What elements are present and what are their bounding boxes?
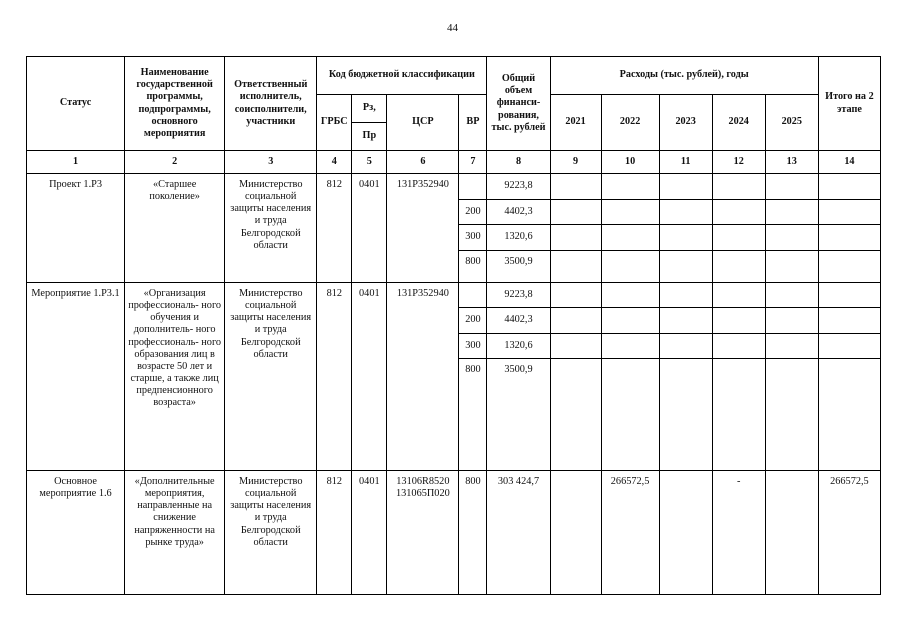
cell-vr: 800 [459,471,487,595]
header-expenses: Расходы (тыс. рублей), годы [550,57,818,95]
column-number-row [27,151,881,174]
cell-result [818,283,880,308]
cell-2022 [601,174,659,200]
cell-csr: 131Р352940 [387,174,459,283]
column-number: 13 [765,151,818,174]
cell-status: Основное мероприятие 1.6 [27,471,125,595]
column-number: 6 [387,151,459,174]
header-2023: 2023 [659,95,712,151]
column-number: 4 [317,151,352,174]
cell-2021 [550,174,601,200]
column-number: 12 [712,151,765,174]
table-row [27,283,881,308]
table-row [27,174,881,200]
cell-2021 [550,251,601,283]
cell-2022 [601,334,659,359]
cell-vr: 800 [459,359,487,471]
cell-2024 [712,334,765,359]
cell-total: 4402,3 [487,200,550,225]
budget-table [26,56,881,595]
cell-2022 [601,251,659,283]
column-number: 7 [459,151,487,174]
column-number: 3 [225,151,317,174]
cell-responsible: Министерство социальной защиты населения и труда Белгородской области [225,471,317,595]
column-number: 1 [27,151,125,174]
cell-responsible: Министерство социальной защиты населения и труда Белгородской области [225,174,317,283]
cell-total: 3500,9 [487,251,550,283]
cell-2025 [765,471,818,595]
cell-2022: 266572,5 [601,471,659,595]
cell-total: 1320,6 [487,225,550,251]
cell-2024 [712,174,765,200]
header-2021: 2021 [550,95,601,151]
header-status: Статус [27,57,125,151]
cell-total: 3500,9 [487,359,550,471]
cell-rzpr: 0401 [352,471,387,595]
cell-2021 [550,225,601,251]
cell-program-name: «Старшее поколение» [125,174,225,283]
header-grbs: ГРБС [317,95,352,151]
cell-2024 [712,359,765,471]
cell-2024 [712,251,765,283]
cell-responsible: Министерство социальной защиты населения и труда Белгородской области [225,283,317,471]
cell-grbs: 812 [317,283,352,471]
cell-2024 [712,308,765,334]
cell-2023 [659,359,712,471]
cell-vr: 300 [459,225,487,251]
cell-2023 [659,225,712,251]
cell-2025 [765,308,818,334]
cell-2022 [601,359,659,471]
cell-result [818,251,880,283]
cell-vr: 300 [459,334,487,359]
cell-2023 [659,174,712,200]
cell-2023 [659,334,712,359]
column-number: 2 [125,151,225,174]
header-program-name: Наименование государственной программы, подпрограммы, основного мероприятия [125,57,225,151]
cell-2025 [765,359,818,471]
cell-2025 [765,283,818,308]
cell-2023 [659,283,712,308]
cell-csr: 131Р352940 [387,283,459,471]
cell-result [818,308,880,334]
cell-2022 [601,308,659,334]
cell-2022 [601,283,659,308]
header-2022: 2022 [601,95,659,151]
page-number: 44 [447,22,458,34]
column-number: 9 [550,151,601,174]
cell-2024 [712,225,765,251]
cell-status: Мероприятие 1.Р3.1 [27,283,125,471]
table-row [27,471,881,595]
cell-total: 4402,3 [487,308,550,334]
column-number: 8 [487,151,550,174]
cell-2025 [765,174,818,200]
header-result: Итого на 2 этапе [818,57,880,151]
cell-result: 266572,5 [818,471,880,595]
header-responsible: Ответственный исполнитель, соисполнители, участники [225,57,317,151]
cell-2024 [712,200,765,225]
cell-status: Проект 1.Р3 [27,174,125,283]
header-2025: 2025 [765,95,818,151]
cell-2023 [659,308,712,334]
header-pr: Пр [352,123,387,151]
cell-vr: 200 [459,200,487,225]
cell-program-name: «Дополнительные мероприятия, направленные на снижение напряженности на рынке труда» [125,471,225,595]
cell-rzpr: 0401 [352,283,387,471]
cell-program-name: «Организация профессиональ- ного обучения и дополнитель- ного профессиональ- ного образования лиц в возрасте 50 лет и старше, а также лиц предпенсионного возраста» [125,283,225,471]
header-budget-code: Код бюджетной классификации [317,57,487,95]
cell-2025 [765,334,818,359]
cell-2022 [601,200,659,225]
cell-total: 1320,6 [487,334,550,359]
cell-grbs: 812 [317,471,352,595]
cell-result [818,174,880,200]
column-number: 10 [601,151,659,174]
cell-rzpr: 0401 [352,174,387,283]
header-row-1 [27,57,881,95]
cell-result [818,334,880,359]
column-number: 11 [659,151,712,174]
cell-2023 [659,200,712,225]
cell-result [818,225,880,251]
cell-grbs: 812 [317,174,352,283]
cell-2025 [765,200,818,225]
column-number: 5 [352,151,387,174]
cell-2022 [601,225,659,251]
cell-2025 [765,225,818,251]
cell-2025 [765,251,818,283]
cell-vr [459,174,487,200]
cell-2021 [550,359,601,471]
cell-2021 [550,334,601,359]
cell-2021 [550,308,601,334]
cell-2021 [550,283,601,308]
header-total-volume: Общий объем финанси- рования, тыс. рублей [487,57,550,151]
cell-2023 [659,251,712,283]
cell-2024: - [712,471,765,595]
cell-result [818,200,880,225]
cell-total: 9223,8 [487,283,550,308]
cell-vr: 800 [459,251,487,283]
column-number: 14 [818,151,880,174]
cell-2024 [712,283,765,308]
cell-total: 303 424,7 [487,471,550,595]
cell-2021 [550,200,601,225]
cell-vr: 200 [459,308,487,334]
cell-2023 [659,471,712,595]
cell-result [818,359,880,471]
cell-csr: 13106R8520 131065П020 [387,471,459,595]
cell-2021 [550,471,601,595]
header-vr: ВР [459,95,487,151]
cell-total: 9223,8 [487,174,550,200]
cell-vr [459,283,487,308]
header-rz: Рз, [352,95,387,123]
header-2024: 2024 [712,95,765,151]
header-csr: ЦСР [387,95,459,151]
